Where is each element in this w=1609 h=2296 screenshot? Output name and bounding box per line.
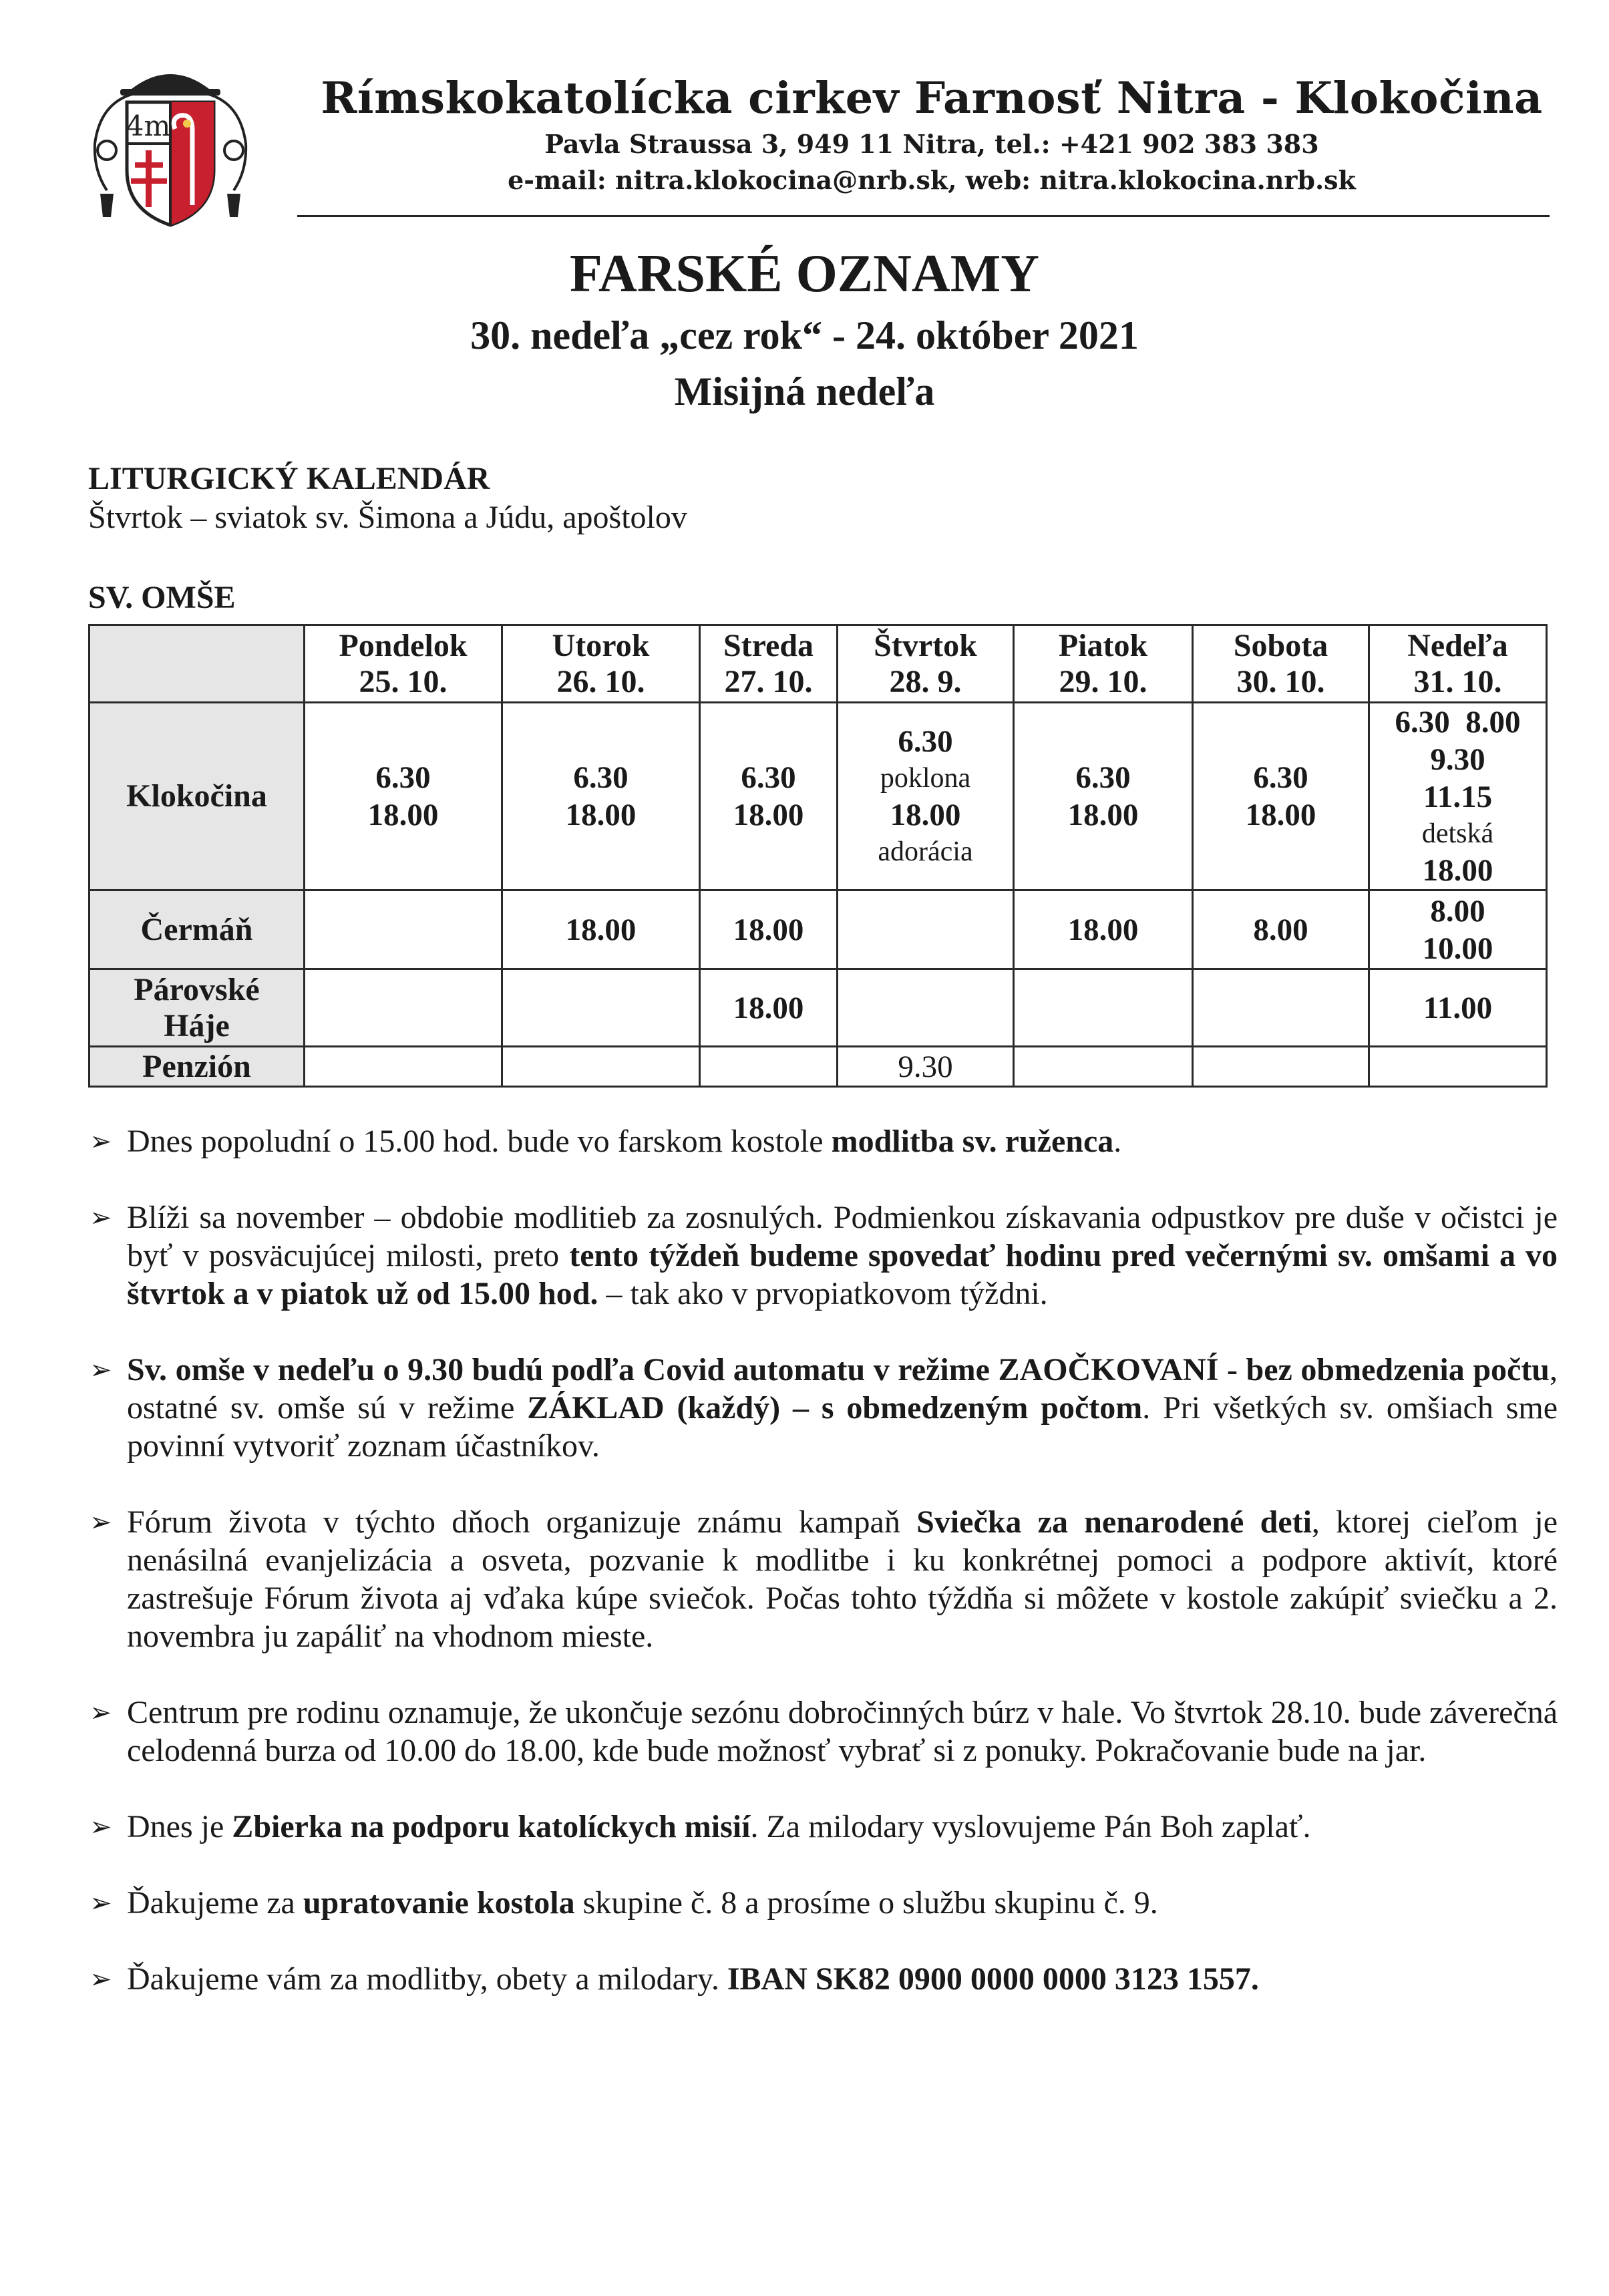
- announcements-list: [88, 1122, 1558, 1998]
- title-block: [0, 240, 1609, 420]
- parish-crest-logo: [80, 50, 260, 237]
- bullet-arrow-icon: ➢: [90, 1507, 112, 1537]
- mass-schedule-table: [88, 624, 1548, 1088]
- parish-name: Rímskokatolícka cirkev Farnosť Nitra - Klokočina: [321, 73, 1543, 124]
- announcement-item: ➢ Ďakujeme vám za modlitby, obety a milodary. IBAN SK82 0900 0000 0000 3123 1557.: [90, 1961, 1259, 1997]
- day-header: [700, 625, 838, 703]
- day-date: 29. 10.: [1059, 663, 1147, 699]
- table-row: [90, 1047, 1547, 1087]
- crest-monogram: 4m: [126, 110, 171, 142]
- mass-times-cell: 18.00: [700, 890, 838, 969]
- document-title: FARSKÉ OZNAMY: [570, 244, 1039, 303]
- day-name: Piatok: [1058, 627, 1148, 663]
- mass-times-cell: 8.00: [1193, 890, 1369, 969]
- day-header: [838, 625, 1014, 703]
- day-header: [502, 625, 700, 703]
- table-corner: [90, 625, 305, 703]
- mass-times-cell: [502, 969, 700, 1047]
- bullet-arrow-icon: ➢: [90, 1812, 112, 1842]
- announcement-item: ➢ Centrum pre rodinu oznamuje, že ukončuje sezónu dobročinných búrz v hale. Vo štvrtok 28.10. bude záverečná celodenná burza od 10.00 do 18.00, kde bude možnosť vybrať si z ponuky. Pokračovanie bude na jar.: [90, 1695, 1558, 1768]
- announcement-item: ➢ Blíži sa november – obdobie modlitieb za zosnulých. Podmienkou získavania odpustkov pre duše v očistci je byť v posväcujúcej milosti, preto tento týždeň budeme spovedať hodinu pred večernými sv. omšami a vo štvrtok a v piatok už od 15.00 hod. – tak ako v prvopiatkovom týždni.: [90, 1200, 1558, 1311]
- day-name: Štvrtok: [874, 627, 977, 663]
- day-header: [1014, 625, 1193, 703]
- mass-times-cell: 6.30 poklona 18.00 adorácia: [838, 703, 1014, 890]
- day-name: Sobota: [1233, 627, 1328, 663]
- mass-times-cell: [305, 890, 502, 969]
- bullet-arrow-icon: ➢: [90, 1355, 112, 1385]
- announcement-item: ➢ Dnes je Zbierka na podporu katolíckych misií. Za milodary vyslovujeme Pán Boh zaplať.: [90, 1809, 1311, 1844]
- day-date: 26. 10.: [556, 663, 645, 699]
- mass-times-cell: 6.30 18.00: [502, 703, 700, 890]
- place-name: Párovské Háje: [90, 969, 305, 1047]
- announcement-item: ➢ Ďakujeme za upratovanie kostola skupine č. 8 a prosíme o službu skupinu č. 9.: [90, 1885, 1158, 1921]
- day-date: 30. 10.: [1236, 663, 1325, 699]
- liturgical-calendar-entry: Štvrtok – sviatok sv. Šimona a Júdu, apoštolov: [88, 500, 687, 535]
- day-name: Pondelok: [339, 627, 468, 663]
- mass-times-cell: 6.30 18.00: [1014, 703, 1193, 890]
- bullet-arrow-icon: ➢: [90, 1202, 112, 1233]
- day-name: Utorok: [552, 627, 650, 663]
- announcement-item: ➢ Dnes popoludní o 15.00 hod. bude vo farskom kostole modlitba sv. ruženca.: [90, 1124, 1122, 1159]
- mass-times-cell: [305, 969, 502, 1047]
- mass-times-cell: 6.30 18.00: [700, 703, 838, 890]
- header-block: [294, 70, 1570, 198]
- contact-line: e-mail: nitra.klokocina@nrb.sk, web: nitra.klokocina.nrb.sk: [508, 165, 1356, 195]
- mass-times-cell: 8.00 10.00: [1369, 890, 1547, 969]
- bullet-arrow-icon: ➢: [90, 1964, 112, 1994]
- mass-times-cell: 11.00: [1369, 969, 1547, 1047]
- mass-times-cell: [1193, 1047, 1369, 1087]
- mass-times-cell: 6.30 18.00: [1193, 703, 1369, 890]
- mass-times-cell: [1014, 969, 1193, 1047]
- mass-times-cell: 6.30 18.00: [305, 703, 502, 890]
- mass-times-cell: [700, 1047, 838, 1087]
- place-name: Klokočina: [90, 703, 305, 890]
- day-header: [305, 625, 502, 703]
- table-row: [90, 969, 1547, 1047]
- table-row: [90, 890, 1547, 969]
- mass-times-cell: [305, 1047, 502, 1087]
- place-name: Penzión: [90, 1047, 305, 1087]
- table-row: [90, 703, 1547, 890]
- mass-times-cell: 9.30: [838, 1047, 1014, 1087]
- mass-times-cell: 18.00: [502, 890, 700, 969]
- bullet-arrow-icon: ➢: [90, 1126, 112, 1156]
- day-date: 25. 10.: [359, 663, 448, 699]
- occasion-title: Misijná nedeľa: [674, 369, 935, 414]
- day-header: [1193, 625, 1369, 703]
- mass-times-cell: 6.30 8.00 9.30 11.15 detská 18.00: [1369, 703, 1547, 890]
- place-name: Čermáň: [90, 890, 305, 969]
- masses-heading: SV. OMŠE: [88, 580, 236, 615]
- mass-times-cell: [1193, 969, 1369, 1047]
- day-date: 27. 10.: [724, 663, 813, 699]
- day-header: [1369, 625, 1547, 703]
- announcement-item: ➢ Sv. omše v nedeľu o 9.30 budú podľa Covid automatu v režime ZAOČKOVANÍ - bez obmedzenia počtu, ostatné sv. omše sú v režime ZÁKLAD (každý) – s obmedzeným počtom. Pri všetkých sv. omšiach sme povinní vytvoriť zoznam účastníkov.: [90, 1352, 1558, 1464]
- mass-times-cell: [1014, 1047, 1193, 1087]
- bullet-arrow-icon: ➢: [90, 1697, 112, 1728]
- mass-times-cell: [838, 969, 1014, 1047]
- mass-times-cell: [1369, 1047, 1547, 1087]
- table-header-row: [90, 625, 1547, 703]
- day-name: Nedeľa: [1407, 627, 1508, 663]
- liturgical-calendar: [88, 460, 956, 537]
- mass-times-cell: 18.00: [1014, 890, 1193, 969]
- mass-times-cell: [838, 890, 1014, 969]
- announcement-item: ➢ Fórum života v týchto dňoch organizuje známu kampaň Sviečka za nenarodené deti, ktorej cieľom je nenásilná evanjelizácia a osveta, pozvanie k modlitbe i ku konkrétnej pomoci a podpore aktivít, ktoré zastrešuje Fórum života aj vďaka kúpe sviečok. Počas tohto týždňa si môžete v kostole zakúpiť sviečku a 2. novembra ju zapáliť na vhodnom mieste.: [90, 1504, 1558, 1654]
- mass-times-cell: 18.00: [700, 969, 838, 1047]
- bullet-arrow-icon: ➢: [90, 1888, 112, 1918]
- day-date: 28. 9.: [889, 663, 962, 699]
- sunday-title: 30. nedeľa „cez rok“ - 24. október 2021: [470, 313, 1139, 357]
- day-name: Streda: [723, 627, 814, 663]
- mass-times-cell: [502, 1047, 700, 1087]
- day-date: 31. 10.: [1413, 663, 1502, 699]
- header-divider: [297, 215, 1550, 217]
- address-line: Pavla Straussa 3, 949 11 Nitra, tel.: +421 902 383 383: [544, 129, 1319, 159]
- liturgical-calendar-heading: LITURGICKÝ KALENDÁR: [88, 461, 490, 496]
